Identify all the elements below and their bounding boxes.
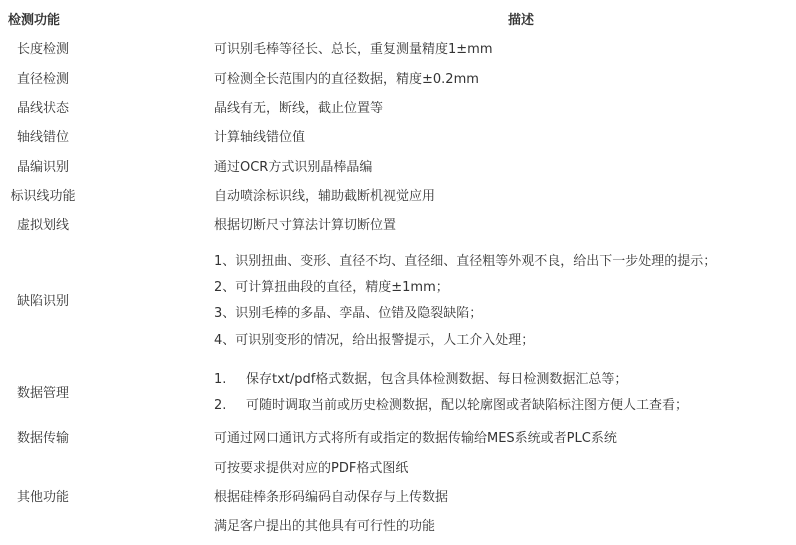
item-number: 1. — [214, 372, 227, 387]
row-description: 根据切断尺寸算法计算切断位置 — [214, 218, 397, 233]
row-description: 可识别毛棒等径长、总长，重复测量精度1±mm — [214, 42, 493, 57]
row-description: 晶线有无，断线，截止位置等 — [214, 101, 384, 116]
data-mgmt-function: 数据管理 — [16, 386, 69, 401]
row-description: 通过OCR方式识别晶棒晶编 — [214, 160, 373, 175]
row-description: 自动喷涂标识线，辅助截断机视觉应用 — [214, 189, 436, 204]
data-transfer-description: 可通过网口通讯方式将所有或指定的数据传输给MES系统或者PLC系统 — [214, 431, 617, 446]
header-function: 检测功能 — [8, 13, 61, 28]
row-function: 直径检测 — [16, 72, 69, 87]
defect-function: 缺陷识别 — [16, 294, 69, 309]
defect-line: 1、识别扭曲、变形、直径不均、直径细、直径粗等外观不良，给出下一步处理的提示； — [214, 254, 717, 269]
row-function: 晶编识别 — [16, 160, 69, 175]
defect-line: 2、可计算扭曲段的直径，精度±1mm； — [214, 280, 449, 295]
row-function: 轴线错位 — [16, 130, 69, 145]
defect-line: 3、识别毛棒的多晶、孪晶、位错及隐裂缺陷； — [214, 306, 483, 321]
data-mgmt-item — [214, 394, 688, 413]
item-text: 保存txt/pdf格式数据，包含具体检测数据、每日检测数据汇总等； — [246, 372, 628, 387]
other-line: 满足客户提出的其他具有可行性的功能 — [214, 519, 436, 534]
header-description: 描述 — [508, 13, 535, 28]
other-line: 可按要求提供对应的PDF格式图纸 — [214, 461, 409, 476]
item-number: 2. — [214, 398, 227, 413]
other-function: 其他功能 — [16, 490, 69, 505]
row-function: 长度检测 — [16, 42, 69, 57]
other-line: 根据硅棒条形码编码自动保存与上传数据 — [214, 490, 449, 505]
row-description: 可检测全长范围内的直径数据，精度±0.2mm — [214, 72, 479, 87]
row-description: 计算轴线错位值 — [214, 130, 306, 145]
data-mgmt-item — [214, 368, 627, 387]
row-function: 虚拟划线 — [16, 218, 69, 233]
item-text: 可随时调取当前或历史检测数据，配以轮廓图或者缺陷标注图方便人工查看； — [246, 398, 689, 413]
row-function: 标识线功能 — [10, 189, 76, 204]
data-transfer-function: 数据传输 — [16, 431, 69, 446]
row-function: 晶线状态 — [16, 101, 69, 116]
defect-line: 4、可识别变形的情况，给出报警提示，人工介入处理； — [214, 333, 535, 348]
